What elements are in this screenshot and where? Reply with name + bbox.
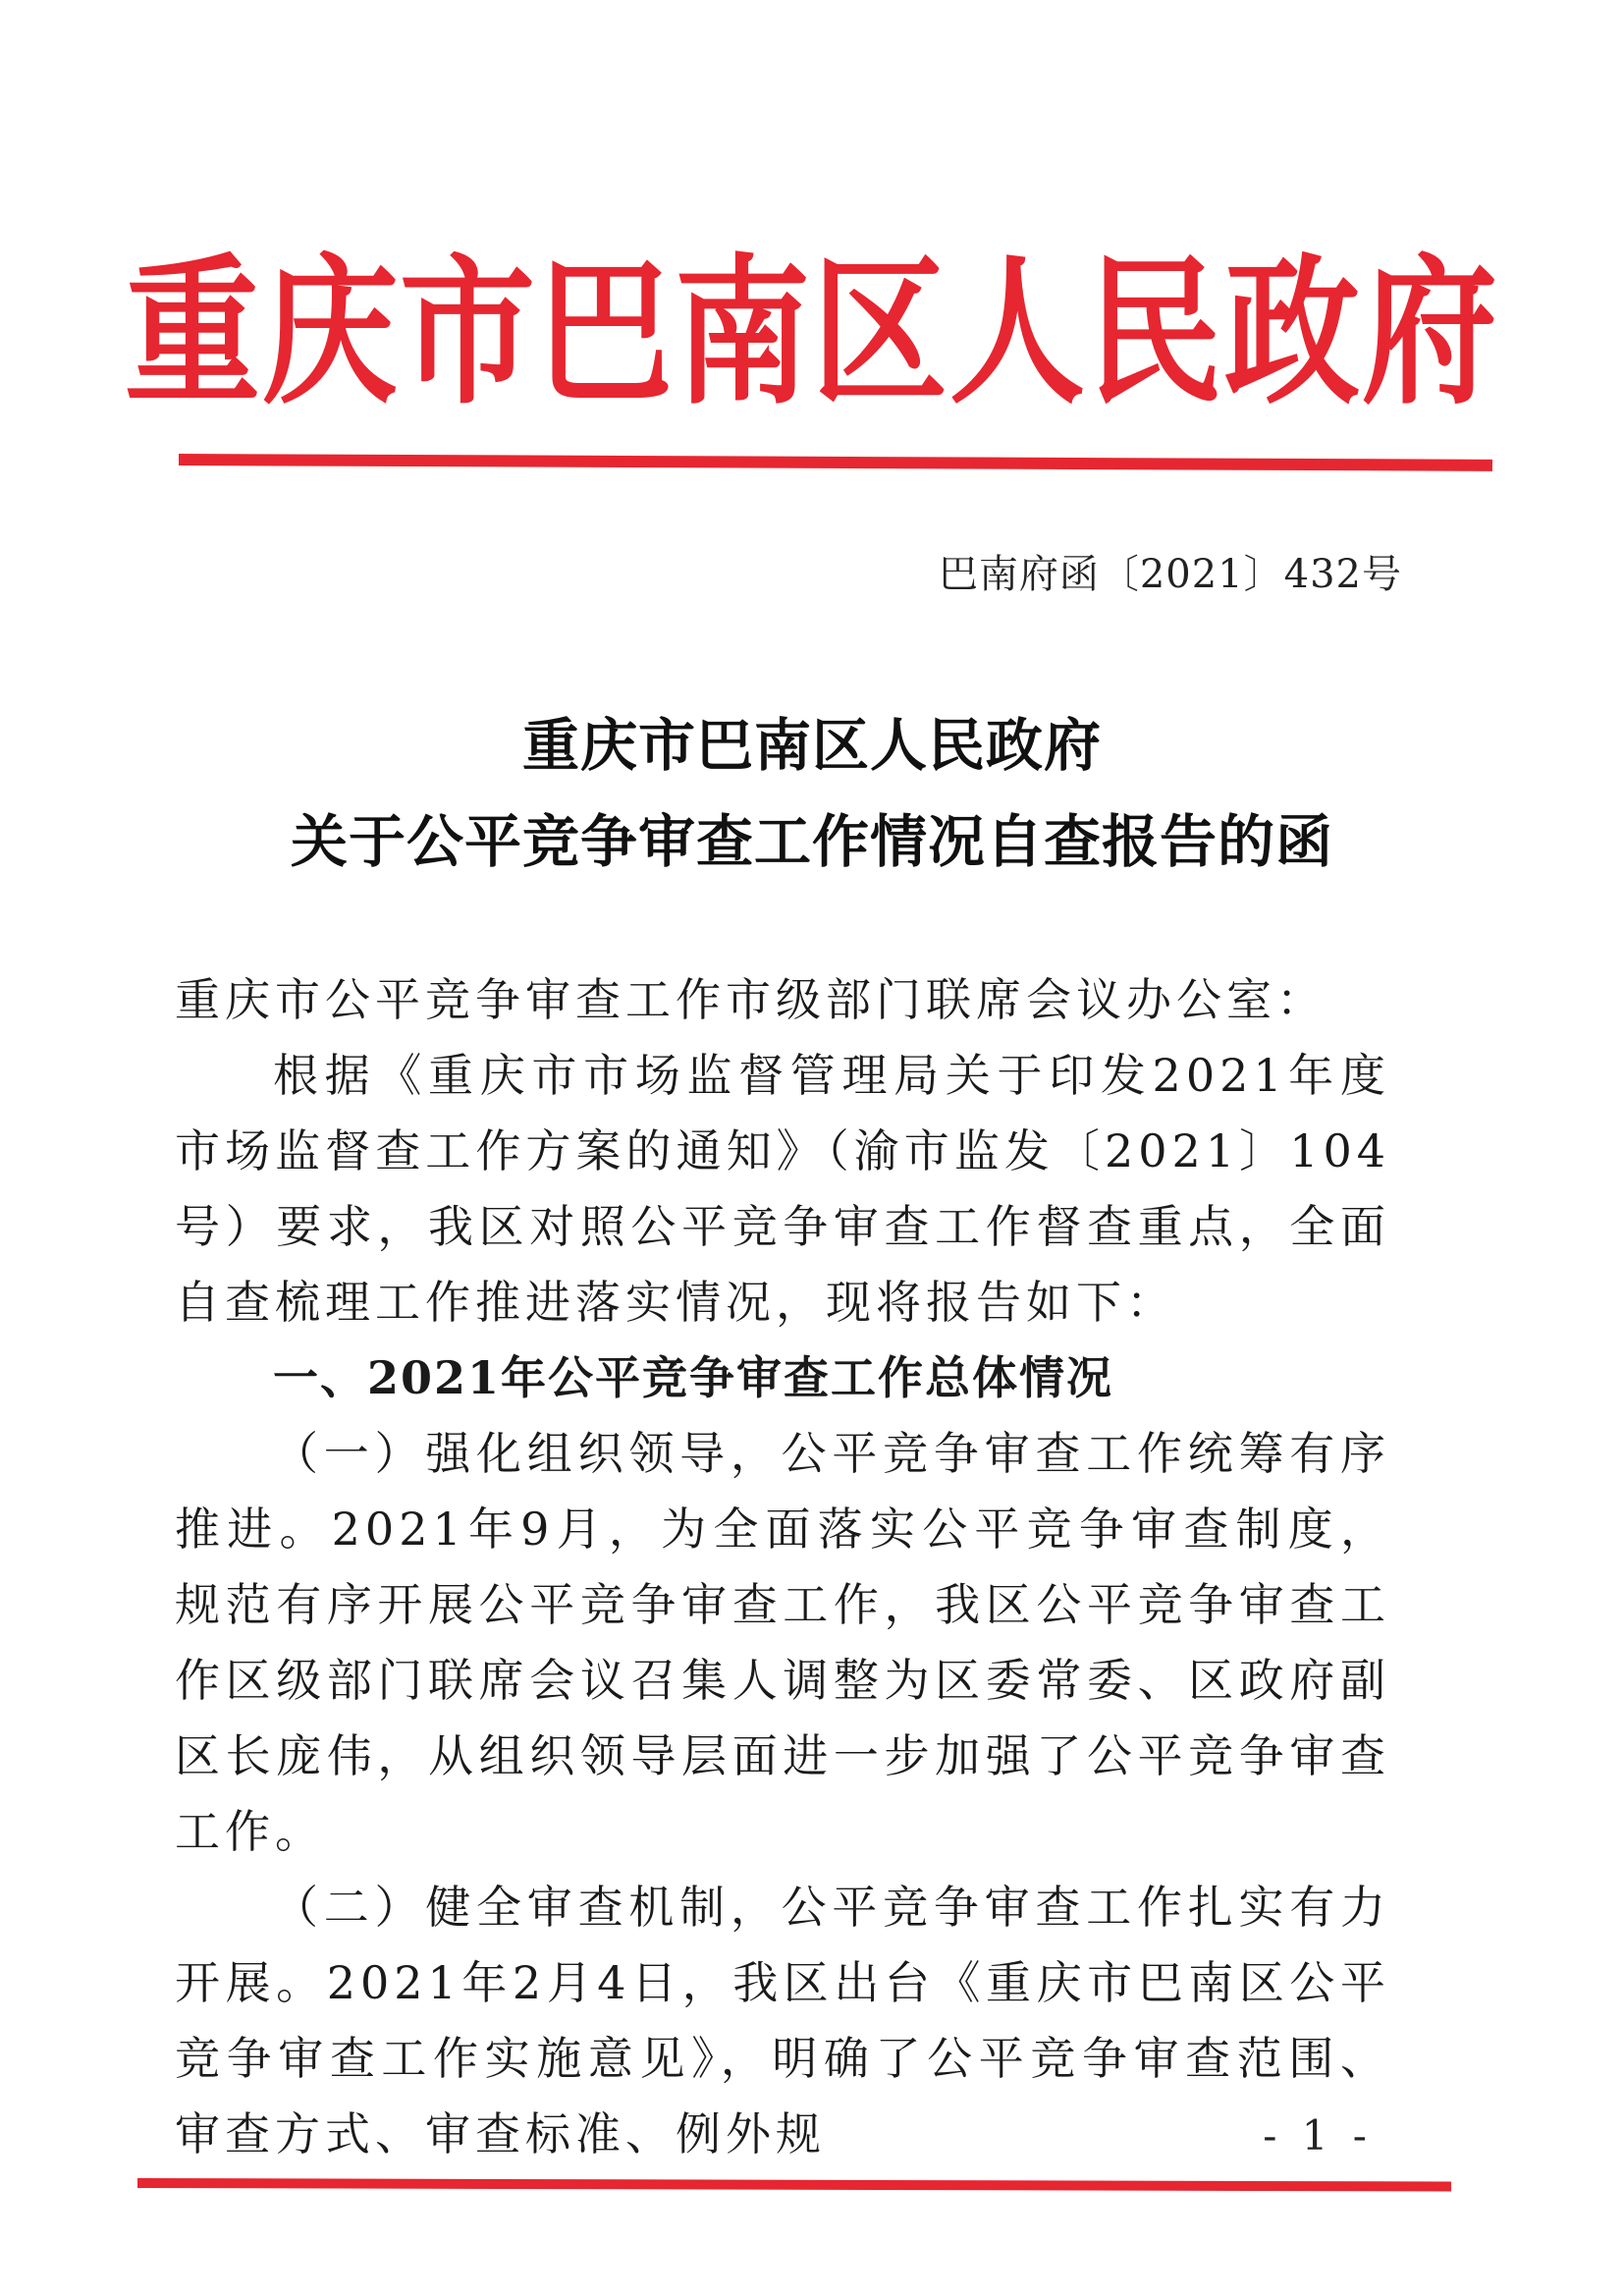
masthead-org-name: 重庆市巴南区人民政府 xyxy=(124,237,1499,427)
page-number: - 1 - xyxy=(1263,2111,1373,2159)
intro-paragraph: 根据《重庆市市场监督管理局关于印发2021年度市场监督查工作方案的通知》（渝市监发〔2021〕104号）要求，我区对照公平竞争审查工作督查重点，全面自查梳理工作推进落实情况，现将报告如下： xyxy=(175,1049,1390,1329)
title-line-1: 重庆市巴南区人民政府 xyxy=(521,712,1102,779)
masthead-red-rule xyxy=(179,454,1492,471)
document-number: 巴南府函〔2021〕432号 xyxy=(938,552,1402,597)
section-1-heading: 一、2021年公平竞争审查工作总体情况 xyxy=(273,1351,1114,1404)
footer-red-rule xyxy=(137,2178,1451,2192)
addressee: 重庆市公平竞争审查工作市级部门联席会议办公室： xyxy=(175,973,1326,1026)
paragraph-2: （二）健全审查机制，公平竞争审查工作扎实有力开展。2021年2月4日，我区出台《重庆市巴南区公平竞争审查工作实施意见》，明确了公平竞争审查范围、审查方式、审查标准、例外规 xyxy=(175,1881,1390,2160)
paragraph-1: （一）强化组织领导，公平竞争审查工作统筹有序推进。2021年9月，为全面落实公平竞争审查制度，规范有序开展公平竞争审查工作，我区公平竞争审查工作区级部门联席会议召集人调整为区委常委、区政府副区长庞伟，从组织领导层面进一步加强了公平竞争审查工作。 xyxy=(175,1427,1390,1858)
title-line-2: 关于公平竞争审查工作情况自查报告的函 xyxy=(290,808,1333,875)
letter-body xyxy=(175,962,1390,2172)
